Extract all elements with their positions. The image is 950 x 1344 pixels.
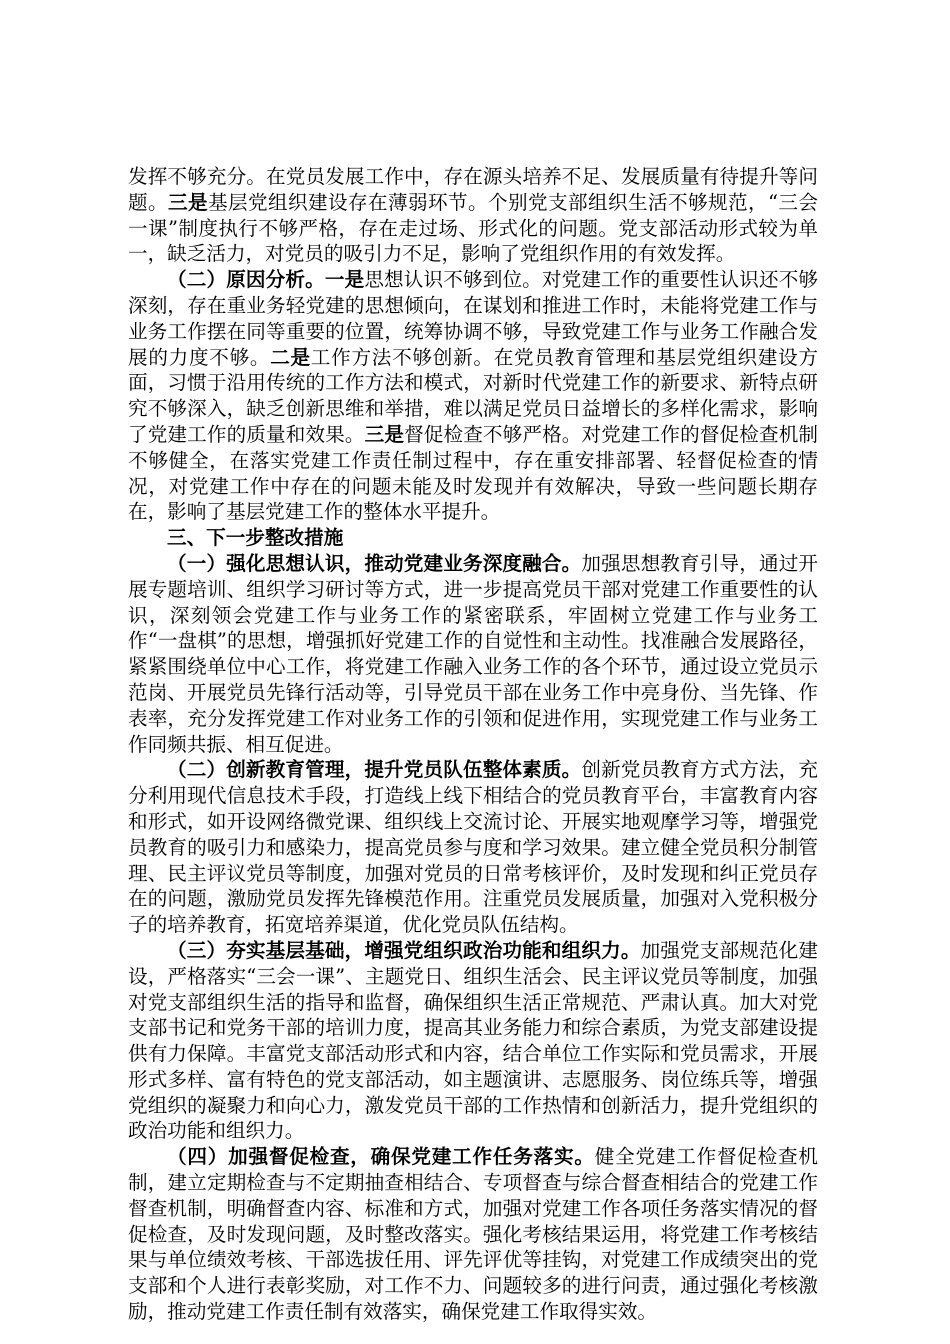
document-page [128, 164, 818, 1325]
paragraph-text: 督促检查不够严格。对党建工作的督促检查机制不够健全，在落实党建工作责任制过程中，存在重安排部署、轻督促检查的情况，对党建工作中存在的问题未能及时发现并有效解决，导致一些问题长期存在，影响了基层党建工作的整体水平提升。 [128, 422, 819, 524]
section-heading: 三、下一步整改措施 [167, 526, 344, 550]
paragraph-measure-2 [128, 757, 818, 938]
emphasis-third: 三是 [168, 190, 208, 214]
paragraph-text: 加强党支部规范化建设，严格落实“三会一课”、主题党日、组织生活会、民主评议党员等制度，加强对党支部组织生活的指导和监督，确保组织生活正常规范、严肃认真。加大对党支部书记和党务干部的培训力度，提高其业务能力和综合素质，为党支部建设提供有力保障。丰富党支部活动形式和内容，结合单位工作实际和党员需求，开展形式多样、富有特色的党支部活动，如主题演讲、志愿服务、岗位练兵等，增强党组织的凝聚力和向心力，激发党员干部的工作热情和创新活力，提升党组织的政治功能和组织力。 [128, 938, 819, 1143]
paragraph-text: 思想认识不够到位。对党建工作的重要性认识还不够深刻，存在重业务轻党建的思想倾向，在谋划和推进工作时，未能将党建工作与业务工作摆在同等重要的位置，统筹协调不够，导致党建工作与业务工作融合发展的力度不够。 [128, 268, 819, 369]
subsection-heading: （四）加强督促检查，确保党建工作任务落实。 [167, 1145, 595, 1169]
paragraph-cause-analysis [128, 267, 818, 525]
paragraph-text: 发挥不够充分。在党员发展工作中，存在源头培养不足、发展质量有待提升等问题。 [128, 165, 818, 214]
paragraph-measure-4 [128, 1144, 818, 1325]
subsection-heading: （三）夯实基层基础，增强党组织政治功能和组织力。 [167, 938, 641, 962]
emphasis-third: 三是 [364, 422, 405, 446]
paragraph-measure-3 [128, 938, 818, 1144]
paragraph-text: 加强思想教育引导，通过开展专题培训、组织学习研讨等方式，进一步提高党员干部对党建工作重要性的认识，深刻领会党建工作与业务工作的紧密联系，牢固树立党建工作与业务工作“一盘棋”的思想，增强抓好党建工作的自觉性和主动性。找准融合发展路径，紧紧围绕单位中心工作，将党建工作融入业务工作的各个环节，通过设立党员示范岗、开展党员先锋行活动等，引导党员干部在业务工作中亮身份、当先锋、作表率，充分发挥党建工作对业务工作的引领和促进作用，实现党建工作与业务工作同频共振、相互促进。 [128, 551, 819, 756]
subsection-heading: （二）创新教育管理，提升党员队伍整体素质。 [167, 758, 582, 782]
paragraph-text: 基层党组织建设存在薄弱环节。个别党支部组织生活不够规范，“三会一课”制度执行不够严格，存在走过场、形式化的问题。党支部活动形式较为单一，缺乏活力，对党员的吸引力不足，影响了党组织作用的有效发挥。 [128, 190, 818, 266]
subsection-heading: （一）强化思想认识，推动党建业务深度融合。 [167, 551, 582, 575]
emphasis-second: 二是 [270, 345, 311, 369]
emphasis-first: 一是 [324, 268, 365, 292]
paragraph-continuation [128, 164, 818, 267]
paragraph-measure-1 [128, 551, 818, 757]
paragraph-text: 创新党员教育方式方法，充分利用现代信息技术手段，打造线上线下相结合的党员教育平台，丰富教育内容和形式，如开设网络微党课、组织线上交流讨论、开展实地观摩学习等，增强党员教育的吸引力和感染力，提高党员参与度和学习效果。建立健全党员积分制管理、民主评议党员等制度，加强对党员的日常考核评价，及时发现和纠正党员存在的问题，激励党员发挥先锋模范作用。注重党员发展质量，加强对入党积极分子的培养教育，拓宽培养渠道，优化党员队伍结构。 [128, 758, 819, 937]
subsection-heading: （二）原因分析。 [167, 268, 325, 292]
paragraph-text: 工作方法不够创新。在党员教育管理和基层党组织建设方面，习惯于沿用传统的工作方法和模式，对新时代党建工作的新要求、新特点研究不够深入，缺乏创新思维和举措，难以满足党员日益增长的多样化需求，影响了党建工作的质量和效果。 [128, 345, 819, 446]
paragraph-text: 健全党建工作督促检查机制，建立定期检查与不定期抽查相结合、专项督查与综合督查相结合的党建工作督查机制，明确督查内容、标准和方式，加强对党建工作各项任务落实情况的督促检查，及时发现问题，及时整改落实。强化考核结果运用，将党建工作考核结果与单位绩效考核、干部选拔任用、评先评优等挂钩，对党建工作成绩突出的党支部和个人进行表彰奖励，对工作不力、问题较多的进行问责，通过强化考核激励，推动党建工作责任制有效落实，确保党建工作取得实效。 [128, 1145, 819, 1324]
